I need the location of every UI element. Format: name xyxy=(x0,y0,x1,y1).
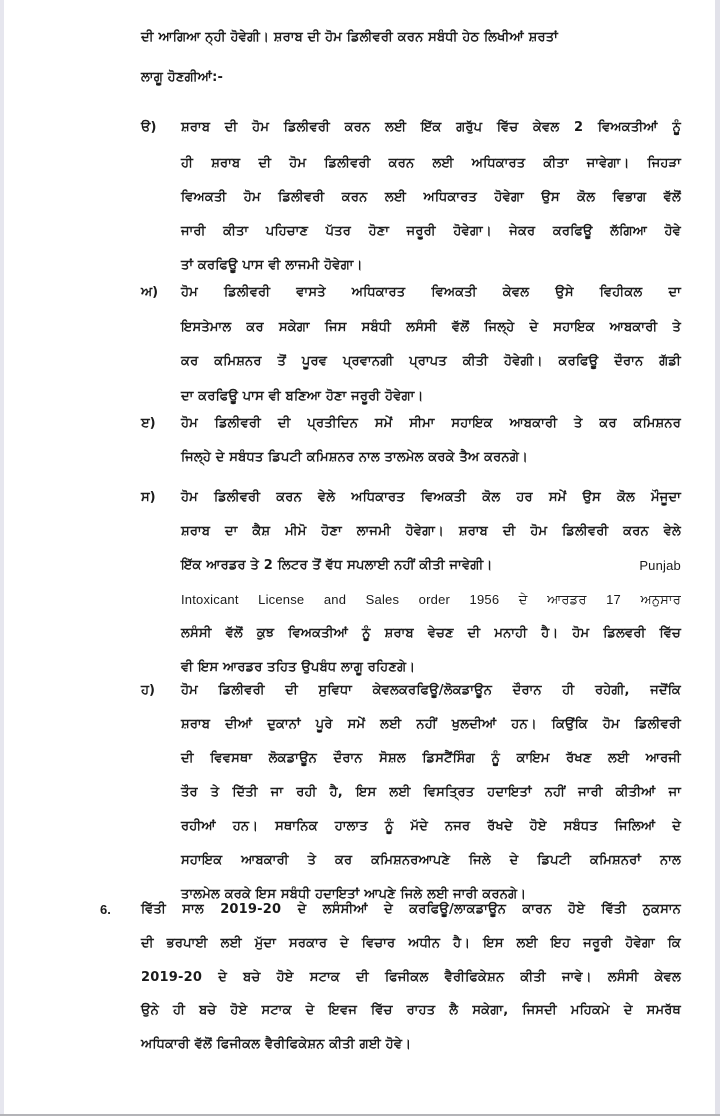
item-line: ਜਿਲ੍ਹੇ ਦੇ ਸਬੰਧਤ ਡਿਪਟੀ ਕਮਿਸ਼ਨਰ ਨਾਲ ਤਾਲਮੇਲ ਕਰਕੇ ਤੈਅ ਕਰਨਗੇ। xyxy=(181,450,528,465)
item-line: ਇਸਤੇਮਾਲ ਕਰ ਸਕੇਗਾ ਜਿਸ ਸਬੰਧੀ ਲਸੰਸੀ ਵੱਲੋਂ ਜਿਲ੍ਹੇ ਦੇ ਸਹਾਇਕ ਆਬਕਾਰੀ ਤੇ xyxy=(181,320,681,335)
section-line: ਦੀ ਭਰਪਾਈ ਲਈ ਮੁੱਦਾ ਸਰਕਾਰ ਦੇ ਵਿਚਾਰ ਅਧੀਨ ਹੈ। ਇਸ ਲਈ ਇਹ ਜਰੂਰੀ ਹੋਵੇਗਾ ਕਿ xyxy=(141,936,681,951)
item-line: ਹੋਮ ਡਿਲੀਵਰੀ ਕਰਨ ਵੇਲੇ ਅਧਿਕਾਰਤ ਵਿਅਕਤੀ ਕੋਲ ਹਰ ਸਮੇਂ ਉਸ ਕੋਲ ਮੌਜੂਦਾ xyxy=(181,490,681,505)
intro-line: ਲਾਗੂ ਹੋਣਗੀਆਂ:- xyxy=(141,70,224,85)
item-line: ਸ਼ਰਾਬ ਦਾ ਕੈਸ਼ ਮੀਮੋ ਹੋਣਾ ਲਾਜਮੀ ਹੋਵੇਗਾ। ਸ਼ਰਾਬ ਦੀ ਹੋਮ ਡਿਲੀਵਰੀ ਕਰਨ ਵੇਲੇ xyxy=(181,524,681,539)
item-label: ਸ) xyxy=(141,490,156,505)
item-line-text: ਇੱਕ ਆਰਡਰ ਤੇ 2 ਲਿਟਰ ਤੋਂ ਵੱਧ ਸਪਲਾਈ ਨਹੀਂ ਕੀਤੀ ਜਾਵੇਗੀ। xyxy=(181,558,493,573)
item-line: ਲਸੰਸੀ ਵੱਲੋਂ ਕੁਝ ਵਿਅਕਤੀਆਂ ਨੂੰ ਸ਼ਰਾਬ ਵੇਚਣ ਦੀ ਮਨਾਹੀ ਹੈ। ਹੋਮ ਡਿਲਵਰੀ ਵਿੱਚ xyxy=(181,626,681,641)
section-line: ਵਿੱਤੀ ਸਾਲ 2019-20 ਦੇ ਲਸੰਸੀਆਂ ਦੇ ਕਰਫਿਊ/ਲਾਕਡਾਊਨ ਕਾਰਨ ਹੋਏ ਵਿੱਤੀ ਨੁਕਸਾਨ xyxy=(141,902,681,917)
item-line: ਤਾਂ ਕਰਫਿਊ ਪਾਸ ਵੀ ਲਾਜਮੀ ਹੋਵੇਗਾ। xyxy=(181,258,363,273)
item-line: ਹੋਮ ਡਿਲੀਵਰੀ ਦੀ ਸੁਵਿਧਾ ਕੇਵਲਕਰਫਿਊ/ਲੋਕਡਾਊਨ ਦੌਰਾਨ ਹੀ ਰਹੇਗੀ, ਜਦੋਂਕਿ xyxy=(181,683,681,698)
item-label: ੳ) xyxy=(141,120,157,135)
item-line: ਹੋਮ ਡਿਲੀਵਰੀ ਦੀ ਪ੍ਰਤੀਦਿਨ ਸਮੇਂ ਸੀਮਾ ਸਹਾਇਕ ਆਬਕਾਰੀ ਤੇ ਕਰ ਕਮਿਸ਼ਨਰ xyxy=(181,416,681,431)
item-label: ੲ) xyxy=(141,416,156,431)
item-line: ਤਾਲਮੇਲ ਕਰਕੇ ਇਸ ਸਬੰਧੀ ਹਦਾਇਤਾਂ ਆਪਣੇ ਜਿਲੇ ਲਈ ਜਾਰੀ ਕਰਨਗੇ। xyxy=(181,887,527,902)
section-line: ਉਨੇ ਹੀ ਬਚੇ ਹੋਏ ਸਟਾਕ ਦੇ ਇਵਜ ਵਿੱਚ ਰਾਹਤ ਲੈ ਸਕੇਗਾ, ਜਿਸਦੀ ਮਹਿਕਮੇ ਦੇ ਸਮਰੱਥ xyxy=(141,1003,681,1018)
item-line: ਹੋਮ ਡਿਲੀਵਰੀ ਵਾਸਤੇ ਅਧਿਕਾਰਤ ਵਿਅਕਤੀ ਕੇਵਲ ਉਸੇ ਵਿਹੀਕਲ ਦਾ xyxy=(181,285,681,300)
item-line: ਦਾ ਕਰਫਿਊ ਪਾਸ ਵੀ ਬਣਿਆ ਹੋਣਾ ਜਰੂਰੀ ਹੋਵੇਗਾ। xyxy=(181,389,424,404)
item-label: ਹ) xyxy=(141,683,155,698)
item-line: ਹੀ ਸ਼ਰਾਬ ਦੀ ਹੋਮ ਡਿਲੀਵਰੀ ਕਰਨ ਲਈ ਅਧਿਕਾਰਤ ਕੀਤਾ ਜਾਵੇਗਾ। ਜਿਹੜਾ xyxy=(181,156,681,171)
english-text: Punjab xyxy=(639,558,681,573)
section-line: 2019-20 ਦੇ ਬਚੇ ਹੋਏ ਸਟਾਕ ਦੀ ਫਿਜੀਕਲ ਵੈਰੀਫਿਕੇਸ਼ਨ ਕੀਤੀ ਜਾਵੇ। ਲਸੰਸੀ ਕੇਵਲ xyxy=(141,970,681,985)
item-line: ਤੌਰ ਤੇ ਦਿੱਤੀ ਜਾ ਰਹੀ ਹੈ, ਇਸ ਲਈ ਵਿਸਤ੍ਰਿਤ ਹਦਾਇਤਾਂ ਨਹੀਂ ਜਾਰੀ ਕੀਤੀਆਂ ਜਾ xyxy=(181,785,681,800)
section-line: ਅਧਿਕਾਰੀ ਵੱਲੋਂ ਫਿਜੀਕਲ ਵੈਰੀਫਿਕੇਸ਼ਨ ਕੀਤੀ ਗਈ ਹੋਵੇ। xyxy=(141,1037,412,1052)
item-line: ਜਾਰੀ ਕੀਤਾ ਪਹਿਚਾਣ ਪੱਤਰ ਹੋਣਾ ਜਰੂਰੀ ਹੋਵੇਗਾ। ਜੇਕਰ ਕਰਫਿਊ ਲੱਗਿਆ ਹੋਵੇ xyxy=(181,224,681,239)
intro-line: ਦੀ ਆਗਿਆ ਨ੍ਹੀ ਹੋਵੇਗੀ। ਸ਼ਰਾਬ ਦੀ ਹੋਮ ਡਿਲੀਵਰੀ ਕਰਨ ਸਬੰਧੀ ਹੇਠ ਲਿਖੀਆਂ ਸ਼ਰਤਾਂ xyxy=(141,30,558,45)
section-number: 6. xyxy=(100,902,111,917)
item-line: ਵੀ ਇਸ ਆਰਡਰ ਤਹਿਤ ਉਪਬੰਧ ਲਾਗੂ ਰਹਿਣਗੇ। xyxy=(181,660,416,675)
item-line: ਦੀ ਵਿਵਸਥਾ ਲੋਕਡਾਊਨ ਦੌਰਾਨ ਸੋਸ਼ਲ ਡਿਸਟੈਂਸਿੰਗ ਨੂੰ ਕਾਇਮ ਰੱਖਣ ਲਈ ਆਰਜੀ xyxy=(181,751,681,766)
item-line: ਸ਼ਰਾਬ ਦੀਆਂ ਦੁਕਾਨਾਂ ਪੂਰੇ ਸਮੇਂ ਲਈ ਨਹੀਂ ਖੁਲਦੀਆਂ ਹਨ। ਕਿਉਂਕਿ ਹੋਮ ਡਿਲੀਵਰੀ xyxy=(181,717,681,732)
item-line: ਕਰ ਕਮਿਸ਼ਨਰ ਤੋਂ ਪੂਰਵ ਪ੍ਰਵਾਨਗੀ ਪ੍ਰਾਪਤ ਕੀਤੀ ਹੋਵੇਗੀ। ਕਰਫਿਊ ਦੌਰਾਨ ਗੱਡੀ xyxy=(181,354,681,369)
item-line: ਵਿਅਕਤੀ ਹੋਮ ਡਿਲੀਵਰੀ ਕਰਨ ਲਈ ਅਧਿਕਾਰਤ ਹੋਵੇਗਾ ਉਸ ਕੋਲ ਵਿਭਾਗ ਵੱਲੋਂ xyxy=(181,190,681,205)
item-label: ਅ) xyxy=(141,285,159,300)
item-line: ਸਹਾਇਕ ਆਬਕਾਰੀ ਤੇ ਕਰ ਕਮਿਸ਼ਨਰਆਪਣੇ ਜਿਲੇ ਦੇ ਡਿਪਟੀ ਕਮਿਸ਼ਨਰਾਂ ਨਾਲ xyxy=(181,853,681,868)
item-line xyxy=(181,592,681,609)
item-line: ਰਹੀਆਂ ਹਨ। ਸਥਾਨਿਕ ਹਾਲਾਤ ਨੂੰ ਮੱਦੇ ਨਜਰ ਰੱਖਦੇ ਹੋਏ ਸਬੰਧਤ ਜਿਲਿਆਂ ਦੇ xyxy=(181,819,681,834)
item-line: ਸ਼ਰਾਬ ਦੀ ਹੋਮ ਡਿਲੀਵਰੀ ਕਰਨ ਲਈ ਇੱਕ ਗਰੁੱਪ ਵਿੱਚ ਕੇਵਲ 2 ਵਿਅਕਤੀਆਂ ਨੂੰ xyxy=(181,120,681,135)
item-line-mixed: Intoxicant License and Sales order 1956 ਦੇ ਆਰਡਰ 17 ਅਨੁਸਾਰ xyxy=(181,592,681,607)
item-line-with-english xyxy=(181,558,681,574)
